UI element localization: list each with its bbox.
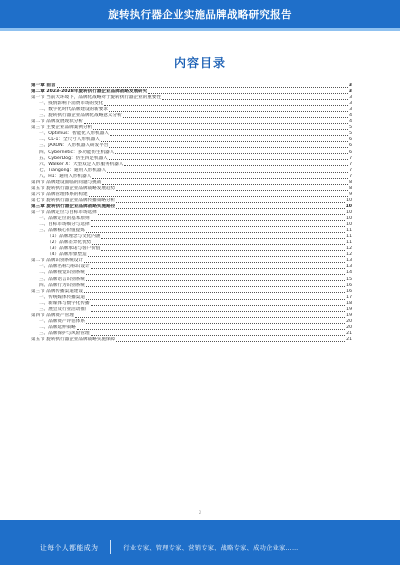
toc-entry-title: 三、展会及行业活动推广	[39, 306, 90, 312]
toc-entry-title: 三、品牌保护与风险管理	[39, 330, 90, 336]
toc-entry-page: 12	[346, 252, 352, 258]
toc-entry-title: 二、品牌视觉识别系统	[39, 270, 85, 276]
toc-leader-dots	[101, 238, 345, 239]
toc-entry-page: 10	[346, 216, 352, 222]
page-number: 2	[198, 510, 202, 515]
toc-entry-title: 三、JAXON：人形机器人研发平台	[39, 143, 109, 149]
toc-leader-dots	[89, 196, 348, 197]
toc-entry-title: 第三节 主要企业品牌案例分析	[31, 125, 93, 131]
toc-entry-page: 7	[349, 155, 352, 161]
toc-entry-title: 三、品牌核心价值提炼	[39, 228, 85, 234]
toc-leader-dots	[109, 147, 348, 148]
toc-entry-title: 一、品牌资产评估体系	[39, 318, 85, 324]
toc-entry-title: （4）品牌形象塑造	[47, 252, 87, 258]
report-header	[0, 0, 400, 28]
toc-entry-page: 10	[346, 222, 352, 228]
toc-entry-page: 13	[346, 264, 352, 270]
toc-leader-dots	[88, 256, 345, 257]
toc-entry-page: 19	[346, 306, 352, 312]
toc-leader-dots	[57, 87, 348, 88]
footer-divider	[110, 540, 111, 554]
toc-leader-dots	[116, 190, 348, 191]
toc-leader-dots	[86, 232, 345, 233]
toc-entry-title: 第二节 品牌发展现状分析	[31, 119, 83, 125]
toc-entry-page: 5	[349, 131, 352, 137]
toc-entry-page: 20	[346, 324, 352, 330]
toc-entry-page: 21	[346, 330, 352, 336]
toc-entry-page: 8	[349, 179, 352, 185]
toc-leader-dots	[107, 172, 348, 173]
toc-entry-page: 7	[349, 173, 352, 179]
toc-leader-dots	[91, 268, 346, 269]
toc-entry-page: 19	[346, 312, 352, 318]
toc-entry-page: 6	[349, 137, 352, 143]
toc-entry-page: 16	[346, 282, 352, 288]
footer-slogan: 让每个人都能成为	[40, 544, 99, 552]
toc-entry-title: 第五节 旋转执行器企业品牌战略发展趋势	[31, 185, 116, 191]
table-of-contents	[31, 83, 352, 343]
toc-entry-title: 一、品牌定位的基本原则	[39, 216, 90, 222]
toc-entry-page: 15	[346, 276, 352, 282]
toc-entry-page: 11	[346, 240, 352, 246]
toc-entry-title: 第一节 当前大环境下，品牌化战略对于旋转执行器企业的重要性	[31, 95, 162, 101]
toc-entry-page: 9	[349, 191, 352, 197]
toc-entry-page: 7	[349, 167, 352, 173]
toc-entry-page: 20	[346, 318, 352, 324]
toc-entry-title: 五、CyberDog：仿生四足机器人	[39, 155, 108, 161]
toc-entry-page: 14	[346, 270, 352, 276]
footer-banner	[0, 520, 400, 565]
toc-leader-dots	[84, 123, 348, 124]
toc-leader-dots	[115, 153, 348, 154]
toc-leader-dots	[101, 141, 348, 142]
toc-leader-dots	[91, 305, 346, 306]
toc-leader-dots	[123, 117, 348, 118]
toc-entry-title: 六、Walker X：大型双足人形服务机器人	[39, 161, 124, 167]
toc-entry-page: 17	[346, 294, 352, 300]
toc-leader-dots	[75, 317, 345, 318]
toc-entry-title: 二、品牌延伸策略	[39, 324, 76, 330]
toc-entry-title: 第三章 旋转执行器企业品牌战略实施路径	[31, 203, 116, 209]
toc-entry-page: 13	[346, 258, 352, 264]
toc-leader-dots	[91, 220, 346, 221]
toc-leader-dots	[116, 202, 345, 203]
toc-entry-page: 10	[346, 197, 352, 203]
toc-leader-dots	[101, 250, 345, 251]
report-title: 旋转执行器企业实施品牌战略研究报告	[108, 8, 292, 21]
toc-entry-title: 第六节 品牌管理体系的构建	[31, 191, 88, 197]
toc-entry-page: 6	[349, 143, 352, 149]
toc-leader-dots	[84, 292, 345, 293]
toc-entry-title: 第七节 旋转执行器企业品牌传播策略分析	[31, 197, 116, 203]
toc-entry-page: 3	[349, 101, 352, 107]
toc-entry-page: 4	[349, 119, 352, 125]
toc-entry-title: 第一节 品牌定位与目标市场选择	[31, 209, 97, 215]
toc-entry-page: 3	[349, 107, 352, 113]
toc-entry-page: 6	[349, 149, 352, 155]
toc-leader-dots	[104, 105, 348, 106]
toc-leader-dots	[148, 93, 347, 94]
toc-entry-title: 三、品牌语言识别系统	[39, 276, 85, 282]
toc-entry-title: 一、传统媒体传播渠道	[39, 294, 85, 300]
toc-entry-page: 21	[346, 336, 352, 342]
header-divider	[0, 28, 400, 31]
toc-leader-dots	[84, 262, 345, 263]
toc-entry-title: 第一章 前言	[31, 83, 56, 88]
toc-leader-dots	[86, 323, 345, 324]
toc-entry-page: 12	[346, 246, 352, 252]
toc-entry-title: 第三节 品牌传播渠道建设	[31, 288, 83, 294]
toc-entry-title: 第四节 品牌资产管理	[31, 312, 74, 318]
toc-leader-dots	[91, 311, 346, 312]
toc-entry-page: 3	[348, 83, 352, 88]
toc-entry-title: 第二节 品牌识别系统设计	[31, 258, 83, 264]
toc-leader-dots	[86, 299, 345, 300]
toc-leader-dots	[77, 329, 345, 330]
toc-leader-dots	[92, 178, 348, 179]
toc-entry-title: 二、新媒体与数字化传播	[39, 300, 90, 306]
toc-entry-title: 第五节 旋转执行器企业品牌战略实施保障	[31, 336, 116, 342]
toc-entry-title: 四、Cybernetic：多功能仿生机器人	[39, 149, 115, 155]
toc-entry-page: 3	[349, 95, 352, 101]
toc-entry-page: 10	[345, 203, 352, 209]
toc-leader-dots	[92, 244, 345, 245]
toc-leader-dots	[124, 165, 348, 166]
toc-leader-dots	[109, 159, 348, 160]
toc-leader-dots	[102, 184, 348, 185]
toc-entry-page: 3	[348, 89, 352, 95]
toc-leader-dots	[93, 129, 348, 130]
toc-leader-dots	[86, 280, 345, 281]
toc-entry-page: 11	[346, 228, 352, 234]
toc-entry-title: （2）品牌差异化优势	[47, 240, 92, 246]
toc-leader-dots	[98, 214, 345, 215]
toc-entry-title: （3）品牌承诺与客户价值	[47, 246, 101, 252]
toc-entry-page: 18	[346, 300, 352, 306]
toc-entry-title: 二、数字化时代品牌建设的新要求	[39, 107, 108, 113]
toc-entry-page: 4	[349, 113, 352, 119]
toc-leader-dots	[91, 335, 346, 336]
toc-entry-title: 八、H1：通用人形机器人	[39, 173, 92, 179]
toc-leader-dots	[91, 226, 346, 227]
toc-entry-title: 第二章 2023-2028年旋转执行器企业品牌战略发展研究	[31, 89, 148, 95]
toc-entry-title: 二、目标市场细分与选择	[39, 222, 90, 228]
toc-entry-title: 三、旋转执行器企业品牌化战略意义分析	[39, 113, 122, 119]
toc-entry-title: 一、疫情影响下消费市场的变化	[39, 101, 104, 107]
toc-leader-dots	[86, 286, 345, 287]
toc-entry[interactable]	[31, 337, 352, 343]
toc-entry-page: 8	[349, 185, 352, 191]
toc-entry-page: 7	[349, 161, 352, 167]
toc-entry-title: 二、CL-1：全尺寸人形机器人	[39, 137, 100, 143]
toc-entry-page: 10	[346, 209, 352, 215]
toc-entry-title: 一、品牌名称与标识设计	[39, 264, 90, 270]
toc-leader-dots	[116, 208, 344, 209]
footer-tagline: 行业专家、管理专家、营销专家、战略专家、成功企业家……	[123, 544, 299, 552]
toc-leader-dots	[110, 135, 348, 136]
toc-leader-dots	[116, 341, 345, 342]
toc-entry-title: 第四节 品牌建设面临的问题与挑战	[31, 179, 102, 185]
toc-entry-title: 四、品牌行为识别系统	[39, 282, 85, 288]
toc-entry-title: （1）品牌理念与文化内涵	[47, 234, 101, 240]
toc-heading: 内容目录	[173, 56, 226, 70]
toc-leader-dots	[86, 274, 345, 275]
toc-leader-dots	[109, 111, 348, 112]
toc-entry-title: 一、Optimus：智能化人形机器人	[39, 131, 109, 137]
toc-leader-dots	[162, 99, 348, 100]
toc-entry-page: 11	[346, 234, 352, 240]
toc-entry-title: 七、Tiangong：通用人形机器人	[39, 167, 107, 173]
toc-entry-page: 5	[349, 125, 352, 131]
toc-entry-page: 16	[346, 288, 352, 294]
